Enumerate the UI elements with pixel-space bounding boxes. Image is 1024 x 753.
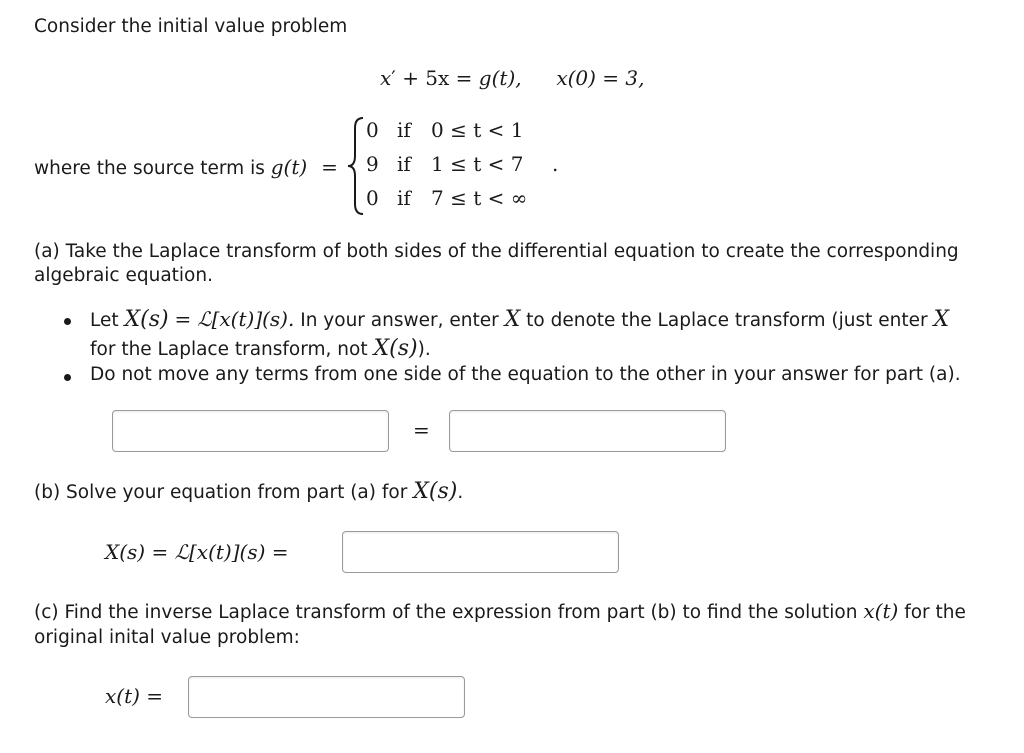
part-b-label-eq1: = xyxy=(151,540,169,564)
ode-eq: = xyxy=(455,66,473,90)
source-g: g(t) xyxy=(270,155,308,179)
case-2-cond: 1 ≤ t < 7 xyxy=(431,152,524,176)
case-2-value: 9 xyxy=(366,152,379,176)
bullet-1-Xs: X(s) xyxy=(124,307,169,332)
bullet-icon xyxy=(64,318,71,325)
part-c-text-post: for the xyxy=(904,602,966,623)
bullet-1-mid: In your answer, enter xyxy=(300,310,499,331)
bullet-1-let: Let xyxy=(90,310,119,331)
source-label-text: where the source term is xyxy=(34,158,265,179)
part-c-xt: x(t) xyxy=(863,599,899,623)
case-period: . xyxy=(552,152,559,176)
part-c-label xyxy=(105,684,163,708)
source-label xyxy=(34,155,338,179)
bullet-2-text: Do not move any terms from one side of the equation to the other in your answer for part (a). xyxy=(90,364,961,385)
part-b-Xs: X(s) xyxy=(413,479,458,504)
part-b-text xyxy=(34,479,463,504)
part-a-line2: algebraic equation. xyxy=(34,265,213,286)
part-a-rhs-input[interactable] xyxy=(449,410,726,452)
source-eq: = xyxy=(321,155,338,179)
left-brace-icon xyxy=(345,116,367,216)
bullet-1-line1 xyxy=(90,307,949,332)
case-1-value: 0 xyxy=(366,118,379,142)
case-3-cond: 7 ≤ t < ∞ xyxy=(431,186,528,210)
ode-g: g(t), xyxy=(478,66,522,90)
bullet-1-X: X xyxy=(504,307,521,332)
part-b-answer-input[interactable] xyxy=(342,531,619,573)
bullet-1-laplace: ℒ[x(t)](s). xyxy=(197,307,295,331)
bullet-1-eq: = xyxy=(174,307,192,331)
case-1-if: if xyxy=(397,118,411,142)
bullet-1-X2: X xyxy=(933,307,950,332)
part-b-label xyxy=(105,540,289,564)
part-b-label-X: X(s) xyxy=(105,540,146,564)
part-a-lhs-input[interactable] xyxy=(112,410,389,452)
part-c-line2: original inital value problem: xyxy=(34,627,300,648)
part-c-answer-input[interactable] xyxy=(188,676,465,718)
case-3-if: if xyxy=(397,186,411,210)
part-c-text-pre: (c) Find the inverse Laplace transform of the expression from part (b) to find the solution xyxy=(34,602,858,623)
bullet-1-line2-post: ). xyxy=(417,339,431,360)
part-c-label-eq: = xyxy=(146,684,164,708)
bullet-1-Xs2: X(s) xyxy=(373,336,418,361)
ode-plus5x: + 5x xyxy=(402,66,450,90)
case-1-cond: 0 ≤ t < 1 xyxy=(431,118,524,142)
part-a-line1: (a) Take the Laplace transform of both sides of the differential equation to create the corresponding xyxy=(34,241,959,262)
part-c-label-x: x(t) xyxy=(105,684,140,708)
ode-equation xyxy=(380,66,645,90)
intro-text: Consider the initial value problem xyxy=(34,16,348,37)
part-b-text-pre: (b) Solve your equation from part (a) for xyxy=(34,482,408,503)
part-b-text-post: . xyxy=(457,482,464,503)
ode-x: x xyxy=(380,66,392,90)
bullet-1-rest: to denote the Laplace transform (just enter xyxy=(526,310,928,331)
bullet-1-line2 xyxy=(90,336,431,361)
part-a-equals: = xyxy=(413,418,430,442)
bullet-icon xyxy=(64,374,71,381)
ode-initial-condition: x(0) = 3, xyxy=(556,66,645,90)
case-3-value: 0 xyxy=(366,186,379,210)
part-c-line1 xyxy=(34,599,966,623)
ode-prime: ′ xyxy=(391,66,396,90)
part-b-label-L: ℒ[x(t)](s) xyxy=(174,540,266,564)
part-b-label-eq2: = xyxy=(271,540,289,564)
case-2-if: if xyxy=(397,152,411,176)
bullet-1-line2-pre: for the Laplace transform, not xyxy=(90,339,368,360)
